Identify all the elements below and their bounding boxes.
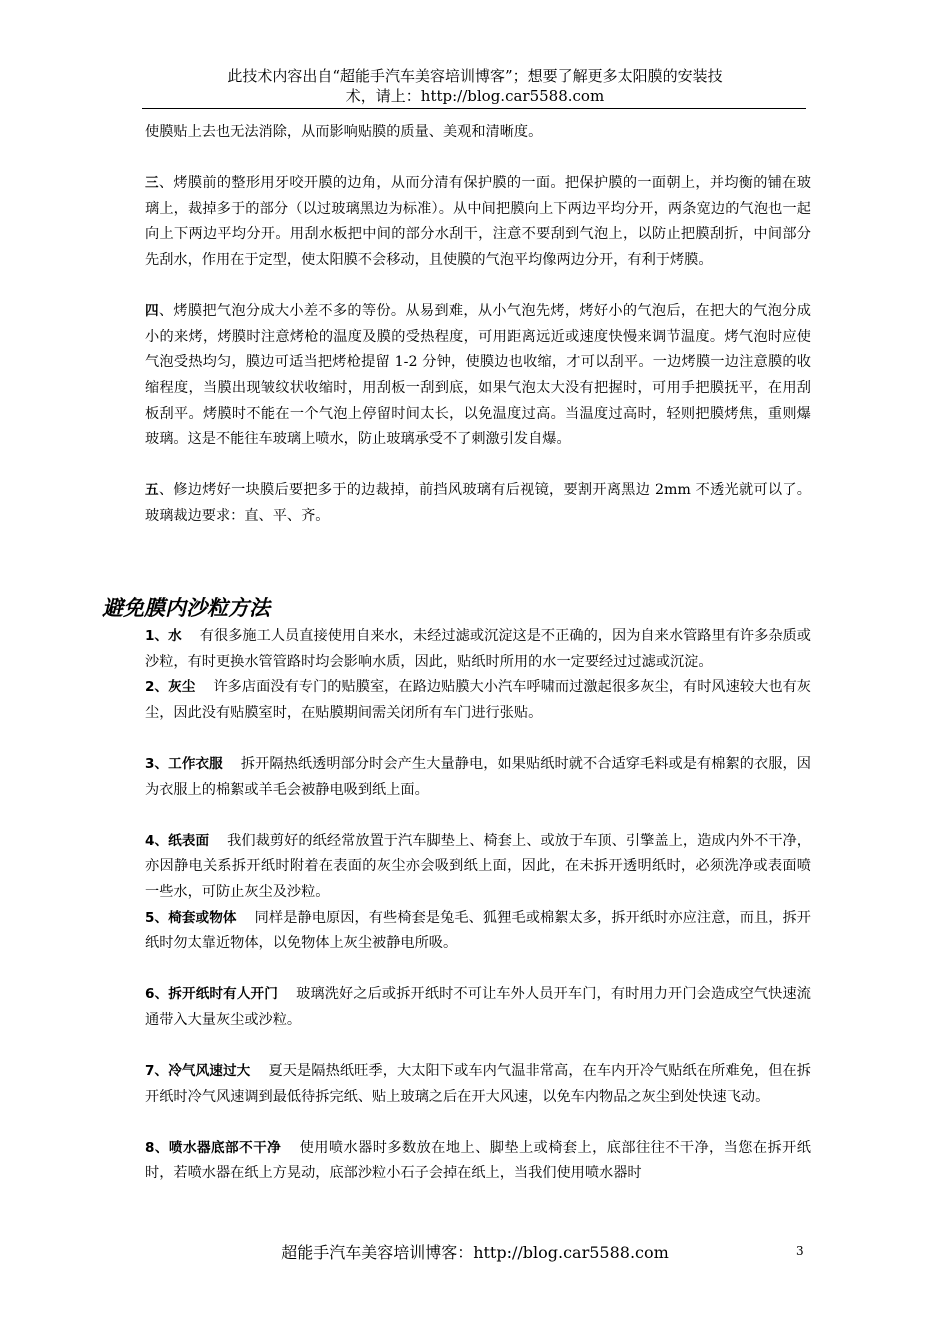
item-label: 8、喷水器底部不干净 [145,1139,282,1156]
page-footer: 超能手汽车美容培训博客：http://blog.car5588.com [281,1243,669,1262]
item-label: 4、纸表面 [145,832,210,849]
body-text-top [145,120,811,530]
item-label: 3、工作衣服 [145,755,223,772]
section-heading: 避免膜内沙粒方法 [102,595,270,620]
item-label: 7、冷气风速过大 [145,1063,251,1080]
step-3-label: 三 [145,175,159,192]
step-5-text: 、修边烤好一块膜后要把多于的边裁掉，前挡风玻璃有后视镜，要割开离黑边 2mm 不透光就可以了。玻璃裁边要求：直、平、齐。 [145,482,811,524]
step-4-text: 、烤膜把气泡分成大小差不多的等份。从易到难，从小气泡先烤，烤好小的气泡后，在把大的气泡分成小的来烤，烤膜时注意烤枪的温度及膜的受热程度，可用距离远近或速度快慢来调节温度。烤气泡时应使气泡受热均匀，膜边可适当把烤枪提留 1-2 分钟，使膜边也收缩，才可以刮平。一边烤膜一边注意膜的收缩程度，当膜出现皱纹状收缩时，用刮板一刮到底，如果气泡太大没有把握时，可用手把膜抚平，在用刮板刮平。烤膜时不能在一个气泡上停留时间太长，以免温度过高。当温度过高时，轻则把膜烤焦，重则爆玻璃。这是不能往车玻璃上喷水，防止玻璃承受不了刺激引发自爆。 [145,303,811,448]
header-line-1: 此技术内容出自“超能手汽车美容培训博客”；想要了解更多太阳膜的安装技 [227,67,723,85]
item-text: 同样是静电原因，有些椅套是兔毛、狐狸毛或棉絮太多，拆开纸时亦应注意，而且，拆开纸时勿太靠近物体，以免物体上灰尘被静电所吸。 [145,909,811,952]
item-text: 夏天是隔热纸旺季，大太阳下或车内气温非常高，在车内开冷气贴纸在所难免，但在拆开纸时冷气风速调到最低待拆完纸、贴上玻璃之后在开大风速，以免车内物品之灰尘到处快速飞动。 [145,1063,811,1105]
paragraph-continuation: 使膜贴上去也无法消除，从而影响贴膜的质量、美观和清晰度。 [145,124,543,140]
list-item [145,752,811,803]
item-label: 1、水 [145,628,182,644]
item-text: 许多店面没有专门的贴膜室，在路边贴膜大小汽车呼啸而过激起很多灰尘，有时风速较大也有灰尘，因此没有贴膜室时，在贴膜期间需关闭所有车门进行张贴。 [145,679,811,721]
paragraph-step-4 [145,299,811,453]
page-number: 3 [796,1244,804,1258]
list-item [145,906,811,957]
paragraph-step-5 [145,478,811,529]
item-text: 我们裁剪好的纸经常放置于汽车脚垫上、椅套上、或放于车顶、引擎盖上，造成内外不干净，亦因静电关系拆开纸时附着在表面的灰尘亦会吸到纸上面，因此，在未拆开透明纸时，必须洗净或表面喷一些水，可防止灰尘及沙粒。 [145,832,811,900]
item-label: 2、灰尘 [145,679,196,696]
item-label: 6、拆开纸时有人开门 [145,986,278,1003]
step-5-label: 五 [145,482,159,499]
body-text-list [145,624,811,1187]
item-text: 拆开隔热纸透明部分时会产生大量静电，如果贴纸时就不合适穿毛料或是有棉絮的衣服，因为衣服上的棉絮或羊毛会被静电吸到纸上面。 [145,755,811,798]
page-header [120,66,830,106]
step-4-label: 四 [145,303,159,320]
item-text: 使用喷水器时多数放在地上、脚垫上或椅套上，底部往往不干净，当您在拆开纸时，若喷水器在纸上方晃动，底部沙粒小石子会掉在纸上，当我们使用喷水器时 [145,1139,811,1182]
item-text: 有很多施工人员直接使用自来水，未经过滤或沉淀这是不正确的，因为自来水管路里有许多杂质或沙粒，有时更换水管管路时均会影响水质，因此，贴纸时所用的水一定要经过过滤或沉淀。 [145,628,811,670]
item-text: 玻璃洗好之后或拆开纸时不可让车外人员开车门，有时用力开门会造成空气快速流通带入大量灰尘或沙粒。 [145,986,811,1028]
item-label: 5、椅套或物体 [145,909,237,926]
paragraph-step-3 [145,171,811,273]
step-3-text: 、烤膜前的整形用牙咬开膜的边角，从而分清有保护膜的一面。把保护膜的一面朝上，并均衡的铺在玻璃上，裁掉多于的部分（以过玻璃黑边为标准）。从中间把膜向上下两边平均分开，两条宽边的气泡也一起向上下两边平均分开。用刮水板把中间的部分水刮干，注意不要刮到气泡上，以防止把膜刮折，中间部分先刮水，作用在于定型，使太阳膜不会移动，且使膜的气泡平均像两边分开，有利于烤膜。 [145,175,811,268]
header-line-2: 术，请上：http://blog.car5588.com [345,87,605,105]
list-item [145,1059,811,1110]
list-item [145,829,811,906]
list-item [145,675,811,726]
list-item [145,982,811,1033]
list-item [145,1136,811,1187]
list-item [145,624,811,675]
header-divider [142,108,806,109]
